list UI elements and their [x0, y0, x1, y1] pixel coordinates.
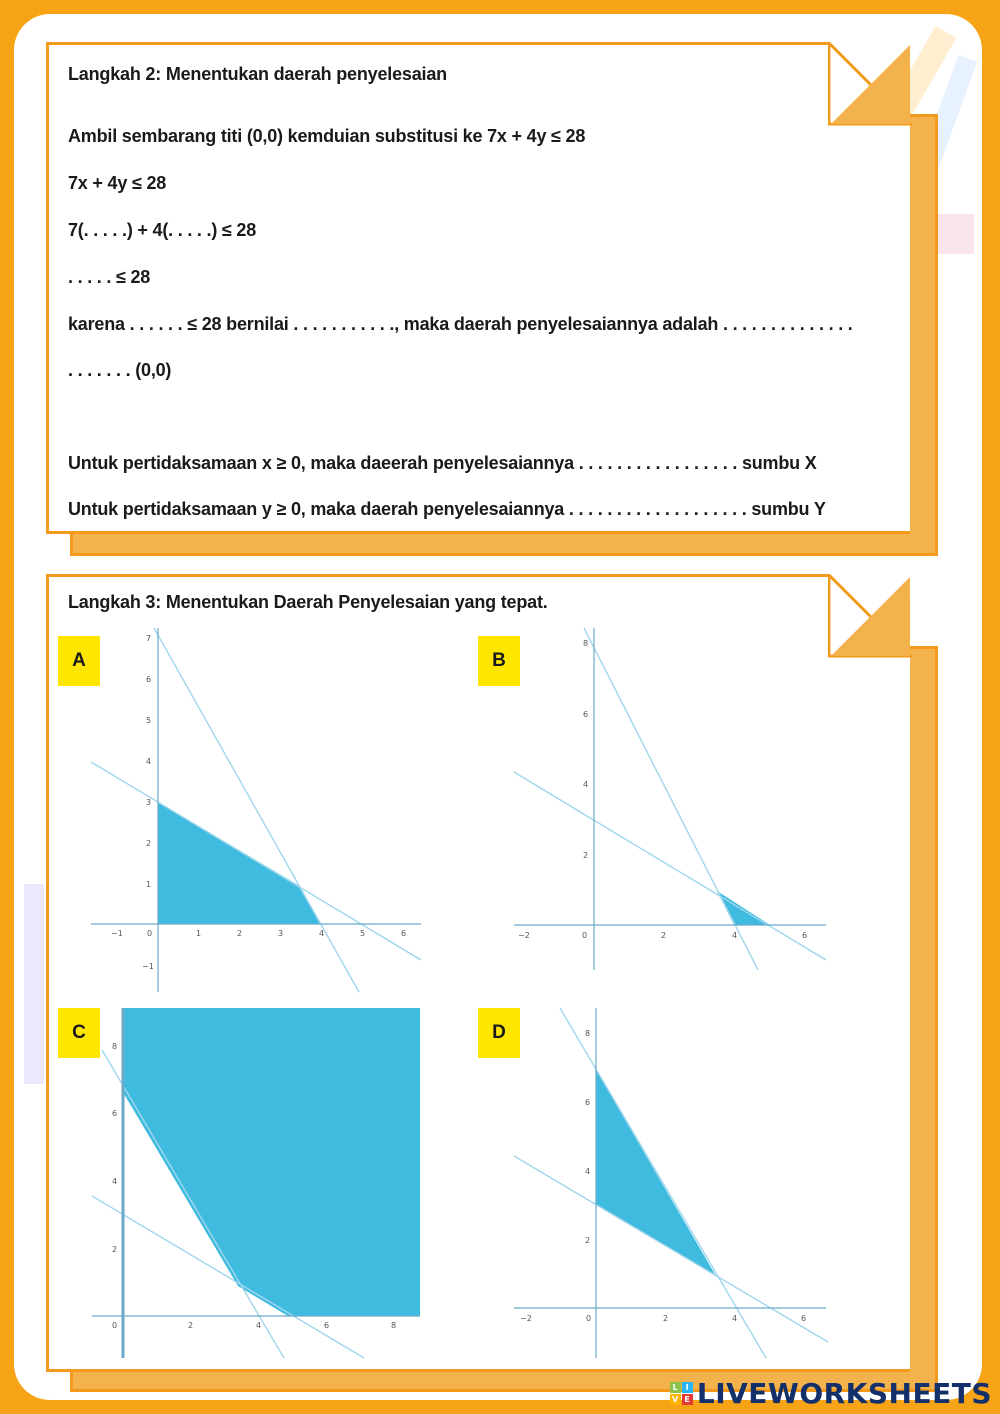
step3-page-fold: [828, 574, 912, 658]
graph-a-x-tick: 6: [401, 929, 407, 938]
graph-b-y-tick: 6: [583, 710, 589, 719]
graph-c[interactable]: [88, 1006, 424, 1362]
graph-d-x-tick: 6: [801, 1314, 807, 1323]
logo-letter: L: [670, 1382, 681, 1393]
brand-text: LIVEWORKSHEETS: [696, 1377, 992, 1410]
graph-a-line-2: [91, 762, 421, 960]
graph-a-x-tick: 2: [237, 929, 243, 938]
graph-c-y-tick: 6: [112, 1109, 118, 1118]
graph-b-line-2: [514, 772, 826, 960]
graph-a-y-tick: 2: [146, 839, 152, 848]
graph-c-x-tick: 2: [188, 1321, 194, 1330]
graph-b-x-tick: 0: [582, 931, 588, 940]
step2-line: Untuk pertidaksamaan x ≥ 0, maka daeerah penyelesaiannya . . . . . . . . . . . . . . . . . sumbu X: [68, 453, 817, 473]
graph-b-x-tick: 2: [661, 931, 667, 940]
graph-a[interactable]: [86, 626, 426, 998]
graph-a-x-tick: 4: [319, 929, 325, 938]
graph-d-x-tick: 4: [732, 1314, 738, 1323]
graph-a-region: [158, 802, 320, 924]
step2-line: . . . . . ≤ 28: [68, 267, 151, 287]
graph-d-y-tick: 2: [585, 1236, 591, 1245]
step2-title: Langkah 2: Menentukan daerah penyelesaian: [68, 64, 447, 84]
graph-a-y-tick: 4: [146, 757, 152, 766]
step2-page-fold: [828, 42, 912, 126]
graph-a-y-tick: −1: [142, 962, 154, 971]
option-c-label[interactable]: C: [58, 1008, 100, 1058]
graph-c-x-tick: 6: [324, 1321, 330, 1330]
graph-a-x-tick: −1: [111, 929, 123, 938]
graph-b-line-1: [584, 628, 758, 970]
graph-d-x-tick: −2: [520, 1314, 532, 1323]
graph-d-x-tick: 2: [663, 1314, 669, 1323]
logo-letter: V: [670, 1394, 681, 1405]
graph-a-y-tick: 5: [146, 716, 152, 725]
step2-line: karena . . . . . . ≤ 28 bernilai . . . . . . . . . . ., maka daerah penyelesaiannya adalah . . . . . . . . . . . . . .: [68, 314, 853, 334]
graph-a-line-1: [154, 628, 359, 992]
liveworksheets-brand[interactable]: [670, 1377, 992, 1410]
option-b-label[interactable]: B: [478, 636, 520, 686]
graph-a-y-tick: 1: [146, 880, 152, 889]
graph-a-x-tick: 3: [278, 929, 284, 938]
graph-b[interactable]: [508, 626, 830, 972]
option-d-label[interactable]: D: [478, 1008, 520, 1058]
step2-line: . . . . . . . (0,0): [68, 360, 172, 380]
graph-d-y-tick: 6: [585, 1098, 591, 1107]
liveworksheets-logo-icon: [670, 1382, 693, 1405]
graph-b-x-tick: 6: [802, 931, 808, 940]
graph-c-y-tick: 4: [112, 1177, 118, 1186]
graph-b-y-tick: 2: [583, 851, 589, 860]
logo-letter: E: [682, 1394, 693, 1405]
step3-title: Langkah 3: Menentukan Daerah Penyelesaian yang tepat.: [68, 592, 548, 612]
graph-b-y-tick: 4: [583, 780, 589, 789]
graph-d-line-1: [560, 1008, 766, 1358]
logo-letter: I: [682, 1382, 693, 1393]
graph-a-y-tick: 7: [146, 634, 152, 643]
graph-b-y-tick: 8: [583, 639, 589, 648]
graph-c-y-tick: 2: [112, 1245, 118, 1254]
graph-a-x-tick: 1: [196, 929, 202, 938]
graph-b-x-tick: −2: [518, 931, 530, 940]
step2-line: 7(. . . . .) + 4(. . . . .) ≤ 28: [68, 220, 257, 240]
option-a-label[interactable]: A: [58, 636, 100, 686]
step2-line: Ambil sembarang titi (0,0) kemduian substitusi ke 7x + 4y ≤ 28: [68, 126, 586, 146]
graph-b-region: [717, 891, 770, 925]
graph-c-x-tick: 0: [112, 1321, 118, 1330]
graph-b-x-tick: 4: [732, 931, 738, 940]
graph-d-y-tick: 4: [585, 1167, 591, 1176]
graph-d-y-tick: 8: [585, 1029, 591, 1038]
graph-c-x-tick: 4: [256, 1321, 262, 1330]
step2-line: 7x + 4y ≤ 28: [68, 173, 167, 193]
graph-d[interactable]: [508, 1006, 830, 1362]
graph-c-x-tick: 8: [391, 1321, 397, 1330]
step2-line: Untuk pertidaksamaan y ≥ 0, maka daerah penyelesaiannya . . . . . . . . . . . . . . . . . . . sumbu Y: [68, 499, 826, 519]
graph-a-x-tick: 0: [147, 929, 153, 938]
graph-a-y-tick: 6: [146, 675, 152, 684]
graph-a-y-tick: 3: [146, 798, 152, 807]
graph-a-x-tick: 5: [360, 929, 366, 938]
graph-d-x-tick: 0: [586, 1314, 592, 1323]
graph-d-line-2: [514, 1156, 828, 1342]
graph-c-y-tick: 8: [112, 1042, 118, 1051]
